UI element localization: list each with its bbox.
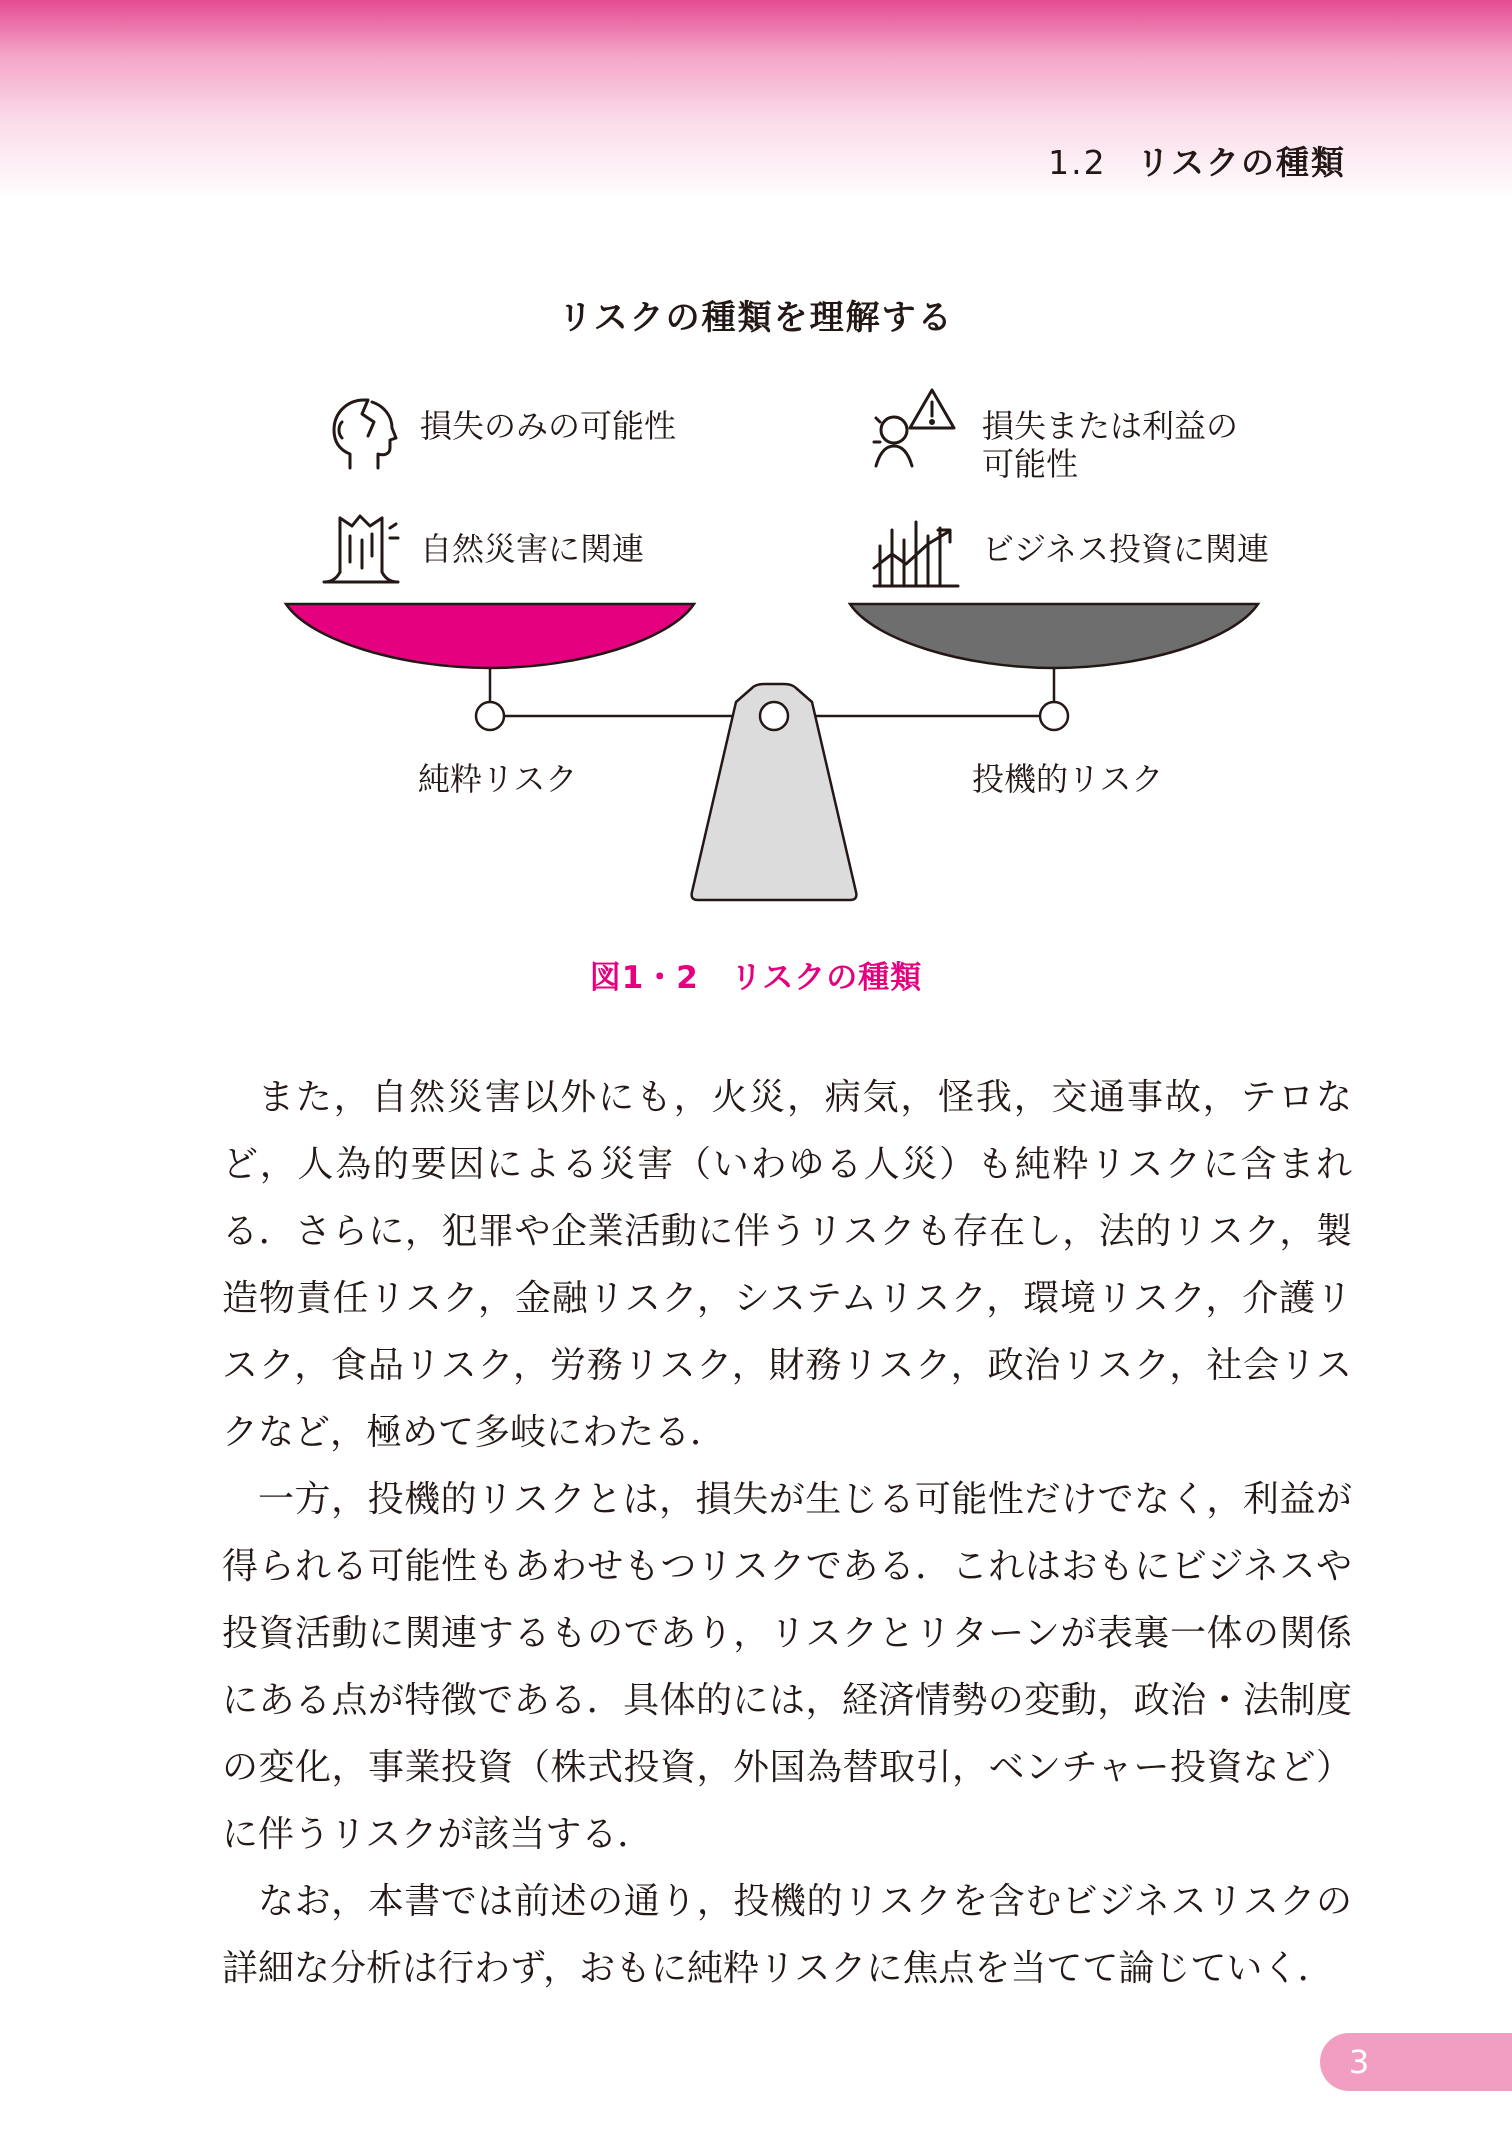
left-item-1: 損失のみの可能性 <box>420 407 677 445</box>
paragraph-1: また，自然災害以外にも，火災，病気，怪我，交通事故，テロなど，人為的要因による災害（いわゆる人災）も純粋リスクに含まれる．さらに，犯罪や企業活動に伴うリスクも存在し，法的リスク，製造物責任リスク，金融リスク，システムリスク，環境リスク，介護リスク，食品リスク，労務リスク，財務リスク，政治リスク，社会リスクなど，極めて多岐にわたる． <box>222 1077 1352 1453</box>
body-text <box>222 1064 1352 2002</box>
right-pan <box>850 604 1258 668</box>
pure-risk-label: 純粋リスク <box>418 760 578 798</box>
left-item-2: 自然災害に関連 <box>420 530 645 568</box>
paragraph-3: なお，本書では前述の通り，投機的リスクを含むビジネスリスクの詳細な分析は行わず，おもに純粋リスクに焦点を当てて論じていく． <box>222 1881 1352 1989</box>
right-item-1-line1: 損失または利益の <box>982 407 1239 445</box>
figure-title: リスクの種類を理解する <box>558 298 954 338</box>
right-item-1-line2: 可能性 <box>982 445 1079 483</box>
figure-caption: 図1・2 リスクの種類 <box>589 960 923 996</box>
center-pivot <box>760 702 788 730</box>
paragraph-2: 一方，投機的リスクとは，損失が生じる可能性だけでなく，利益が得られる可能性もあわせもつリスクである．これはおもにビジネスや投資活動に関連するものであり，リスクとリターンが表裏一体の関係にある点が特徴である．具体的には，経済情勢の変動，政治・法制度の変化，事業投資（株式投資，外国為替取引，ベンチャー投資など）に伴うリスクが該当する． <box>222 1479 1352 1855</box>
speculative-risk-label: 投機的リスク <box>972 760 1164 798</box>
section-title: リスクの種類 <box>1136 143 1346 182</box>
right-item-2: ビジネス投資に関連 <box>982 530 1270 568</box>
section-number: 1.2 <box>1048 143 1107 182</box>
balance-scale <box>0 0 1512 940</box>
right-pivot <box>1040 702 1068 730</box>
left-pivot <box>476 702 504 730</box>
page-number: 3 <box>1348 2043 1370 2081</box>
left-pan <box>286 604 694 668</box>
